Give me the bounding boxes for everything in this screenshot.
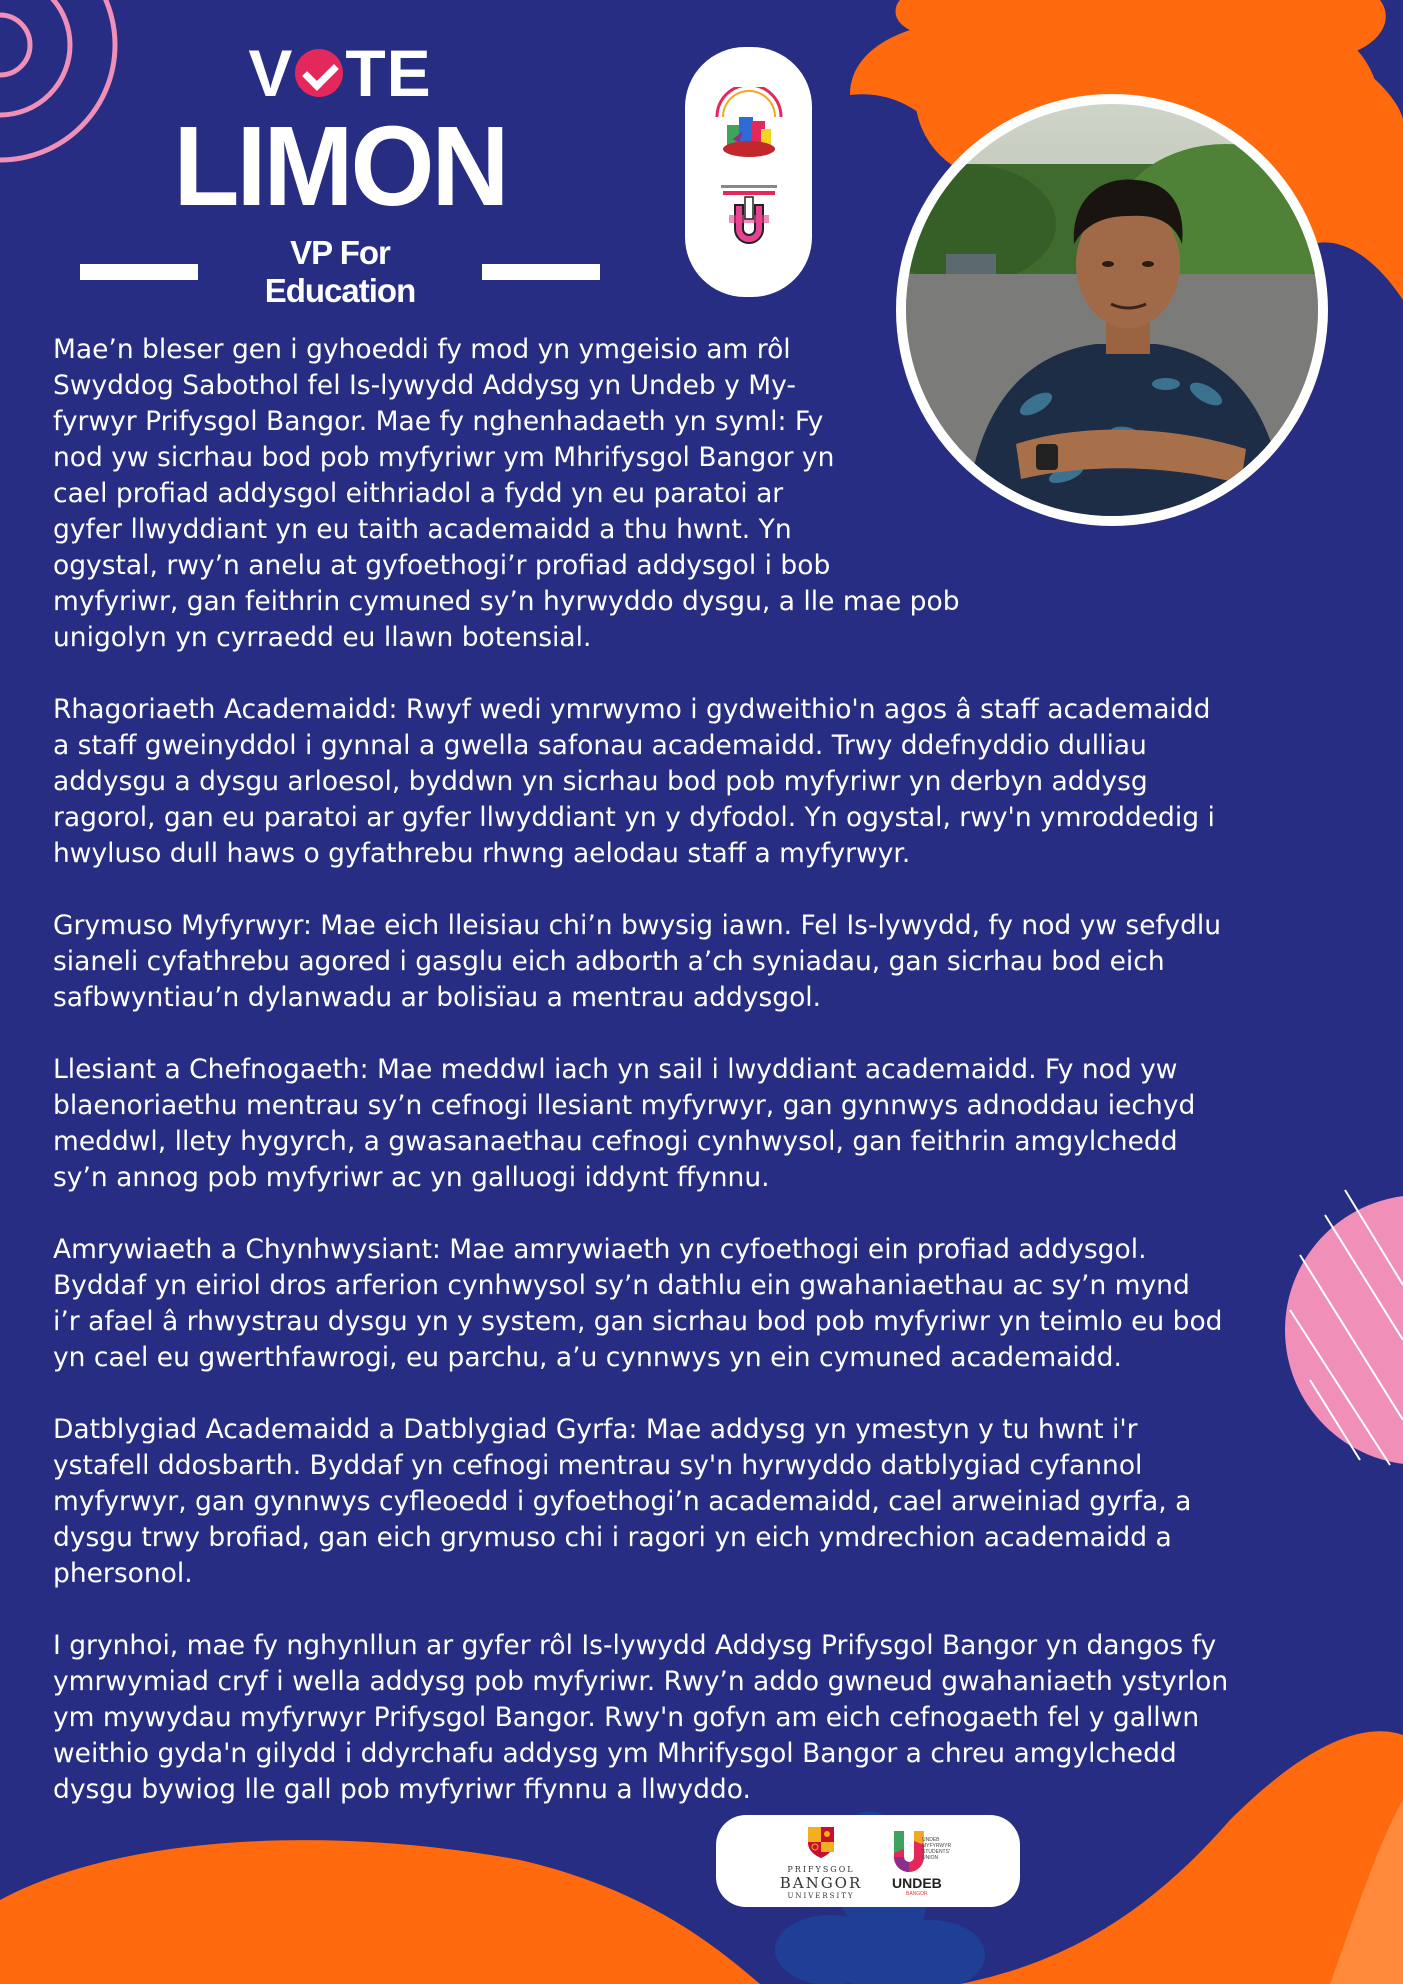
academic-excellence-paragraph: Rhagoriaeth Academaidd: Rwyf wedi ymrwymo i gydweithio'n agos â staff academaidd a staff gweinyddol i gynnal a gwella safonau academaidd. Trwy ddefnyddio dulliau addysgu a dysgu arloesol, byddwn yn sicrhau bod pob myfyriwr yn derbyn addysg ragorol, gan eu paratoi ar gyfer llwyddiant yn y dyfodol. Yn ogystal, rwy'n ymroddedig i hwyluso dull haws o gyfathrebu rhwng aelodau staff a myfyrwyr. — [53, 694, 1215, 869]
diversity-paragraph: Amrywiaeth a Chynhwysiant: Mae amrywiaeth yn cyfoethogi ein profiad addysgol. Byddaf yn eiriol dros arferion cynhwysol sy’n dathlu ein gwahaniaethau ac sy’n mynd i’r afael â rhwystrau dysgu yn y system, gan sicrhau bod pob myfyriwr yn teimlo eu bod yn cael eu gwerthfawrogi, eu parchu, a’u cynnwys yn ein cymuned academaidd. — [53, 1234, 1223, 1373]
bangor-crest-icon — [804, 1825, 838, 1859]
bangor-university-logo — [766, 1825, 876, 1900]
vote-suffix: TE — [345, 36, 432, 110]
undeb-u-icon — [892, 1829, 926, 1873]
check-circle-icon — [295, 49, 343, 97]
undeb-name: UNDEB — [892, 1875, 942, 1891]
undeb-small-text: UNDEB MYFYRWYR STUDENTS' UNION — [922, 1837, 952, 1861]
role-row — [80, 234, 600, 310]
wellbeing-paragraph: Llesiant a Chefnogaeth: Mae meddwl iach yn sail i lwyddiant academaidd. Fy nod yw blaenoriaethu mentrau sy’n cefnogi llesiant myfyrwyr, gan gynnwys adnoddau iechyd meddwl, llety hygyrch, a gwasanaethau cefnogi cynhwysol, gan feithrin amgylchedd sy’n annog pob myfyriwr ac yn galluogi iddynt ffynnu. — [53, 1054, 1196, 1193]
election-badge — [685, 47, 812, 297]
undeb-logo — [892, 1829, 982, 1897]
sabb-election-logo-icon — [709, 87, 789, 167]
vp-education-logo-icon — [709, 185, 789, 265]
candidate-name: LIMON — [173, 101, 507, 229]
role-divider-right — [482, 264, 600, 280]
vote-prefix: V — [248, 36, 294, 110]
summary-paragraph: I grynhoi, mae fy nghynllun ar gyfer rôl Is-lywydd Addysg Prifysgol Bangor yn dangos fy ymrwymiad cryf i wella addysg pob myfyriwr. Rwy’n addo gwneud gwahaniaeth ystyrlon ym mywydau myfyrwyr Prifysgol Bangor. Rwy'n gofyn am eich cefnogaeth fel y gallwn weithio gyda'n gilydd i ddyrchafu addysg ym Mhrifysgol Bangor a chreu amgylchedd dysgu bywiog lle gall pob myfyriwr ffynnu a llwyddo. — [53, 1630, 1229, 1805]
bangor-line3: UNIVERSITY — [787, 1892, 855, 1900]
bangor-line1: PRIFYSGOL — [787, 1865, 855, 1874]
undeb-city: BANGOR — [906, 1891, 928, 1897]
career-development-paragraph: Datblygiad Academaidd a Datblygiad Gyrfa: Mae addysg yn ymestyn y tu hwnt i'r ystafell ddosbarth. Byddaf yn cefnogi mentrau sy'n hyrwyddo datblygiad cyfannol myfyrwyr, gan gynnwys cyfleoedd i gyfoethogi’n academaidd, cael arweiniad gyrfa, a dysgu trwy brofiad, gan eich grymuso chi i ragori yn eich ymdrechion academaidd a phersonol. — [53, 1414, 1192, 1589]
orange-wave-left-decoration — [0, 1840, 760, 1984]
student-empowerment-paragraph: Grymuso Myfyrwyr: Mae eich lleisiau chi’n bwysig iawn. Fel Is-lywydd, fy nod yw sefydlu sianeli cyfathrebu agored i gasglu eich adborth a’ch syniadau, gan sicrhau bod eich safbwyntiau’n dylanwadu ar bolisïau a mentrau addysgol. — [53, 910, 1222, 1013]
campaign-header — [80, 36, 600, 310]
intro-paragraph: Mae’n bleser gen i gyhoeddi fy mod yn ymgeisio am rôl Swyddog Sabothol fel Is-lywydd Addysg yn Undeb y My- fyrwyr Prifysgol Bangor. Mae fy nghenhadaeth yn syml: Fy nod yw sicrhau bod pob myfyriwr ym Mhrifysgol Bangor yn cael profiad addysgol eithriadol a fydd yn eu paratoi ar gyfer llwyddiant yn eu taith academaidd a thu hwnt. Yn ogystal, rwy’n anelu at gyfoethogi’r profiad addysgol i bob myfyriwr, gan feithrin cymuned sy’n hyrwyddo dysgu, a lle mae pob unigolyn yn cyrraedd eu llawn botensial. — [53, 334, 960, 653]
bangor-line2: BANGOR — [779, 1874, 863, 1892]
role-divider-left — [80, 264, 198, 280]
role-title: VP For Education — [264, 234, 416, 309]
footer-logos — [716, 1815, 1020, 1907]
vote-heading — [80, 36, 600, 110]
manifesto-body — [53, 332, 1333, 1844]
